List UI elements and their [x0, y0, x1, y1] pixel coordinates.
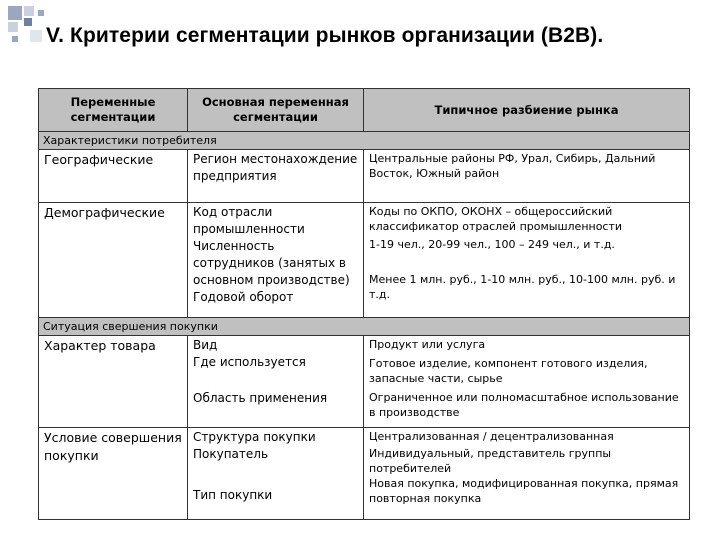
split-demo-codes: Коды по ОКПО, ОКОНХ – общероссийский классификатор отраслей промышленности [369, 205, 623, 233]
main-demo-turnover: Годовой оборот [193, 290, 294, 304]
split-purchase-buyer: Индивидуальный, представитель группы потребителей [369, 447, 612, 475]
header-main-variable: Основная переменная сегментации [188, 89, 364, 132]
table-row-purchase-conditions [39, 428, 690, 520]
section-label-purchase: Ситуация свершения покупки [39, 318, 690, 336]
page-title: V. Критерии сегментации рынков организации (В2В). [46, 24, 604, 47]
table-row-goods [39, 336, 690, 428]
main-demo-staff: Численность сотрудников (занятых в основном производстве) [193, 239, 350, 287]
cell-main-geo: Регион местонахождение предприятия [188, 150, 364, 203]
cell-variable-purchase: Условие совершения покупки [39, 428, 188, 520]
main-goods-area: Область применения [193, 391, 328, 405]
split-goods-usage: Ограниченное или полномасштабное использование в производстве [369, 391, 679, 419]
header-market-split: Типичное разбиение рынка [364, 89, 690, 132]
main-demo-industry: Код отрасли промышленности [193, 205, 305, 236]
cell-main-purchase [188, 428, 364, 520]
table-row-demographic [39, 203, 690, 318]
table-header-row [39, 89, 690, 132]
section-row-purchase [39, 318, 690, 336]
split-goods-product: Готовое изделие, компонент готового изделия, запасные части, сырье [369, 357, 648, 385]
split-purchase-centralization: Централизованная / децентрализованная [369, 430, 614, 443]
header-variable: Переменные сегментации [39, 89, 188, 132]
cell-variable-goods: Характер товара [39, 336, 188, 428]
split-goods-kind: Продукт или услуга [369, 338, 486, 351]
main-goods-use: Где используется [193, 355, 306, 369]
main-purchase-type: Тип покупки [193, 488, 273, 502]
split-purchase-type: Новая покупка, модифицированная покупка, прямая повторная покупка [369, 477, 679, 505]
table-row-geographic [39, 150, 690, 203]
section-row-consumer [39, 132, 690, 150]
cell-split-purchase [364, 428, 690, 520]
cell-variable-demo: Демографические [39, 203, 188, 318]
cell-main-goods [188, 336, 364, 428]
cell-split-goods [364, 336, 690, 428]
cell-variable-geo: Географические [39, 150, 188, 203]
segmentation-table [38, 88, 690, 520]
cell-split-demo [364, 203, 690, 318]
main-purchase-buyer: Покупатель [193, 447, 269, 461]
section-label-consumer: Характеристики потребителя [39, 132, 690, 150]
main-purchase-structure: Структура покупки [193, 430, 316, 444]
cell-split-geo: Центральные районы РФ, Урал, Сибирь, Дальний Восток, Южный район [364, 150, 690, 203]
main-goods-type: Вид [193, 338, 218, 352]
split-demo-turnover: Менее 1 млн. руб., 1-10 млн. руб., 10-100 млн. руб. и т.д. [369, 273, 676, 301]
cell-main-demo [188, 203, 364, 318]
split-demo-staff: 1-19 чел., 20-99 чел., 100 – 249 чел., и т.д. [369, 238, 615, 251]
